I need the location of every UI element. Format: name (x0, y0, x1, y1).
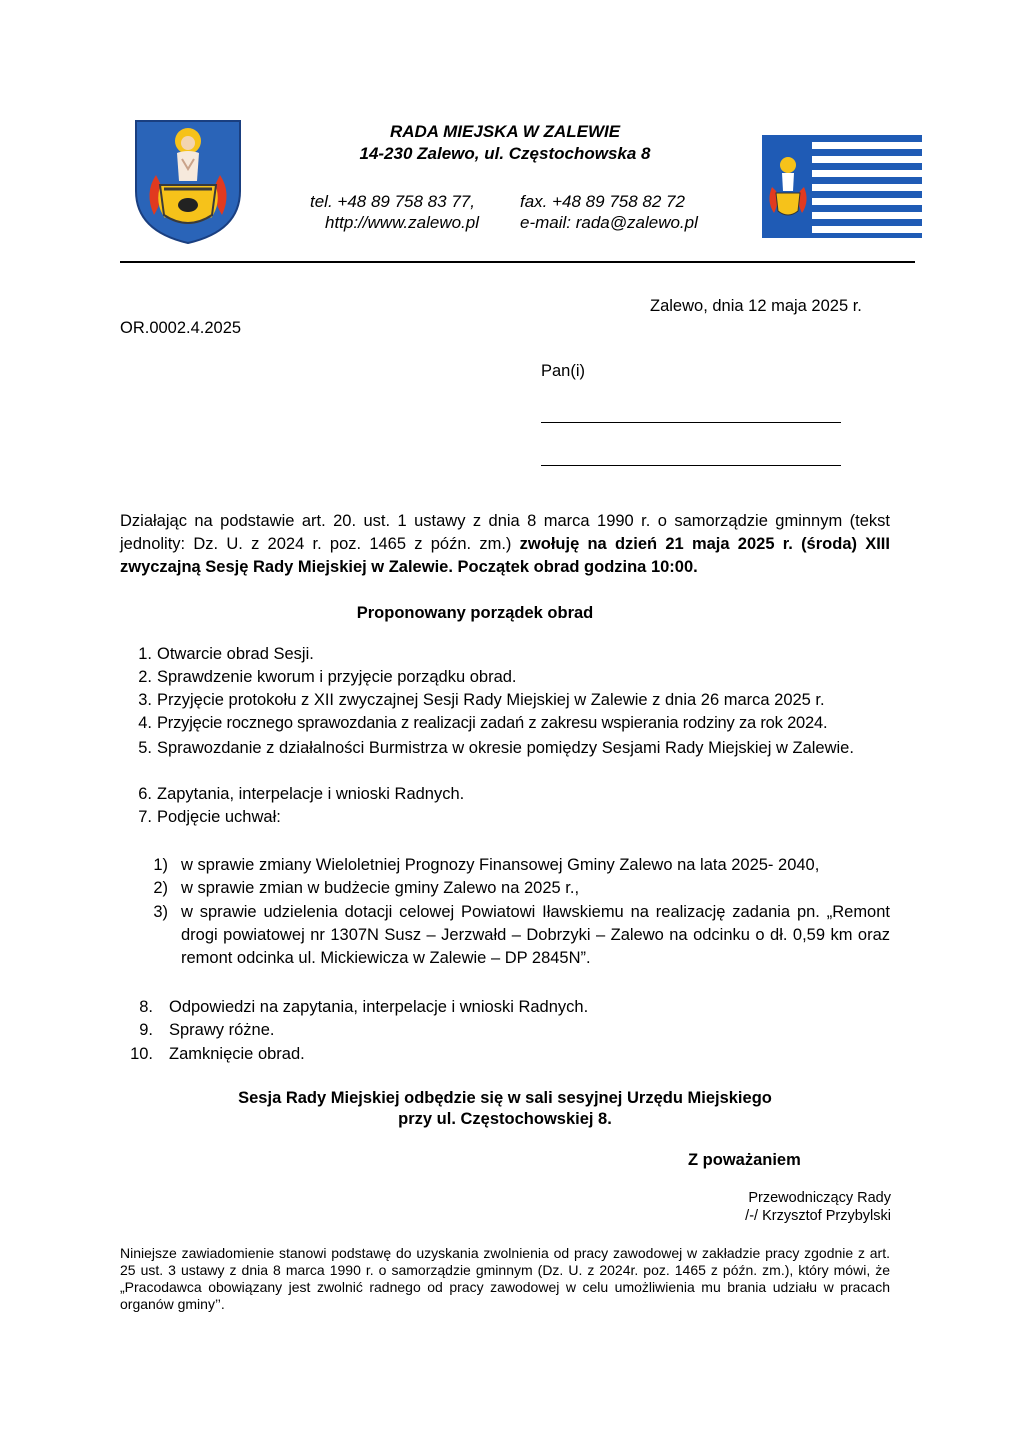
venue-line-2: przy ul. Częstochowskiej 8. (398, 1110, 612, 1128)
list-item-number: 9. (139, 1021, 153, 1039)
list-item-number: 4. (138, 714, 152, 732)
recipient-name-line (541, 422, 841, 423)
list-item-number: 5. (138, 739, 152, 757)
list-item-text: Otwarcie obrad Sesji. (157, 645, 314, 663)
list-item-text: Sprawdzenie kworum i przyjęcie porządku obrad. (157, 668, 517, 686)
phone-number: tel. +48 89 758 83 77, (310, 192, 475, 211)
list-item-number: 7. (138, 808, 152, 826)
list-item-number: 3. (138, 691, 152, 709)
list-item-text: Podjęcie uchwał: (157, 808, 281, 826)
list-item-text: Zamknięcie obrad. (169, 1045, 305, 1063)
intro-bold-text: zwołuję na dzień 21 maja 2025 r. (środa) XIII zwyczajną Sesję Rady Miejskiej w Zalewie. Początek obrad godzina 10:00. (120, 535, 890, 576)
resolution-text: w sprawie udzielenia dotacji celowej Powiatowi Iławskiemu na realizację zadania pn. „Remont drogi powiatowej nr 1307N Susz – Jerzwałd – Dobrzyki – Zalewo na odcinku o dł. 0,59 km oraz remont odcinka ul. Mickiewicza w Zalewie – DP 2845N”. (181, 903, 890, 967)
list-item-number: 6. (138, 785, 152, 803)
resolution-text: w sprawie zmiany Wieloletniej Prognozy Finansowej Gminy Zalewo na lata 2025- 2040, (181, 856, 820, 874)
list-item-number: 2. (138, 668, 152, 686)
list-item-number: 10. (130, 1045, 153, 1063)
email-link[interactable]: e-mail: rada@zalewo.pl (520, 213, 698, 232)
venue-line-1: Sesja Rady Miejskiej odbędzie się w sali sesyjnej Urzędu Miejskiego (238, 1089, 772, 1107)
list-item-text: Zapytania, interpelacje i wnioski Radnych. (157, 785, 465, 803)
date-line: Zalewo, dnia 12 maja 2025 r. (650, 297, 862, 315)
recipient-address-line (541, 465, 841, 466)
list-item-number: 1. (138, 645, 152, 663)
list-item (120, 737, 890, 783)
signature-name: /-/ Krzysztof Przybylski (745, 1208, 891, 1224)
intro-normal-text: Działając na podstawie art. 20. ust. 1 ustawy z dnia 8 marca 1990 r. o samorządzie gminnym (tekst jednolity: Dz. U. z 2024 r. poz. 1465 z późn. zm.) (120, 512, 890, 553)
coat-of-arms-icon (134, 119, 242, 245)
list-item-text: Przyjęcie protokołu z XII zwyczajnej Sesji Rady Miejskiej w Zalewie z dnia 26 marca 2025 r. (157, 691, 825, 709)
org-address: 14-230 Zalewo, ul. Częstochowska 8 (359, 144, 651, 163)
list-item-text: Odpowiedzi na zapytania, interpelacje i wnioski Radnych. (169, 998, 589, 1016)
list-item-text: Sprawy różne. (169, 1021, 275, 1039)
org-name: RADA MIEJSKA W ZALEWIE (389, 122, 621, 141)
list-item-text: Sprawozdanie z działalności Burmistrza w okresie pomiędzy Sesjami Rady Miejskiej w Zalewie. (157, 739, 854, 757)
recipient-label: Pan(i) (541, 362, 586, 380)
list-item-text: Przyjęcie rocznego sprawozdania z realizacji zadań z zakresu wspierania rodziny za rok 2024. (157, 714, 828, 732)
resolution-number: 3) (153, 903, 168, 921)
closing-greeting: Z poważaniem (688, 1151, 801, 1169)
resolution-number: 2) (153, 879, 168, 897)
flag-icon (762, 135, 922, 238)
resolution-item (120, 901, 890, 971)
fax-number: fax. +48 89 758 82 72 (520, 192, 685, 211)
signature-title: Przewodniczący Rady (748, 1190, 891, 1206)
resolution-number: 1) (153, 856, 168, 874)
legal-footnote: Niniejsze zawiadomienie stanowi podstawę do uzyskania zwolnienia od pracy zawodowej w zakładzie pracy zgodnie z art. 25 ust. 3 ustawy z dnia 8 marca 1990 r. o samorządzie gminnym (Dz. U. z 2024r. poz. 1465 z późn. zm.), który mówi, że „Pracodawca obowiązany jest zwolnić radnego od pracy zawodowej w celu umożliwienia mu brania udziału w pracach organów gminy’’. (120, 1245, 890, 1312)
agenda-title: Proponowany porządek obrad (356, 604, 594, 622)
list-item-number: 8. (139, 998, 153, 1016)
intro-paragraph (120, 510, 890, 579)
reference-number: OR.0002.4.2025 (120, 319, 242, 337)
resolution-text: w sprawie zmian w budżecie gminy Zalewo na 2025 r., (181, 879, 580, 897)
header-divider (120, 261, 915, 263)
website-link[interactable]: http://www.zalewo.pl (325, 213, 480, 232)
